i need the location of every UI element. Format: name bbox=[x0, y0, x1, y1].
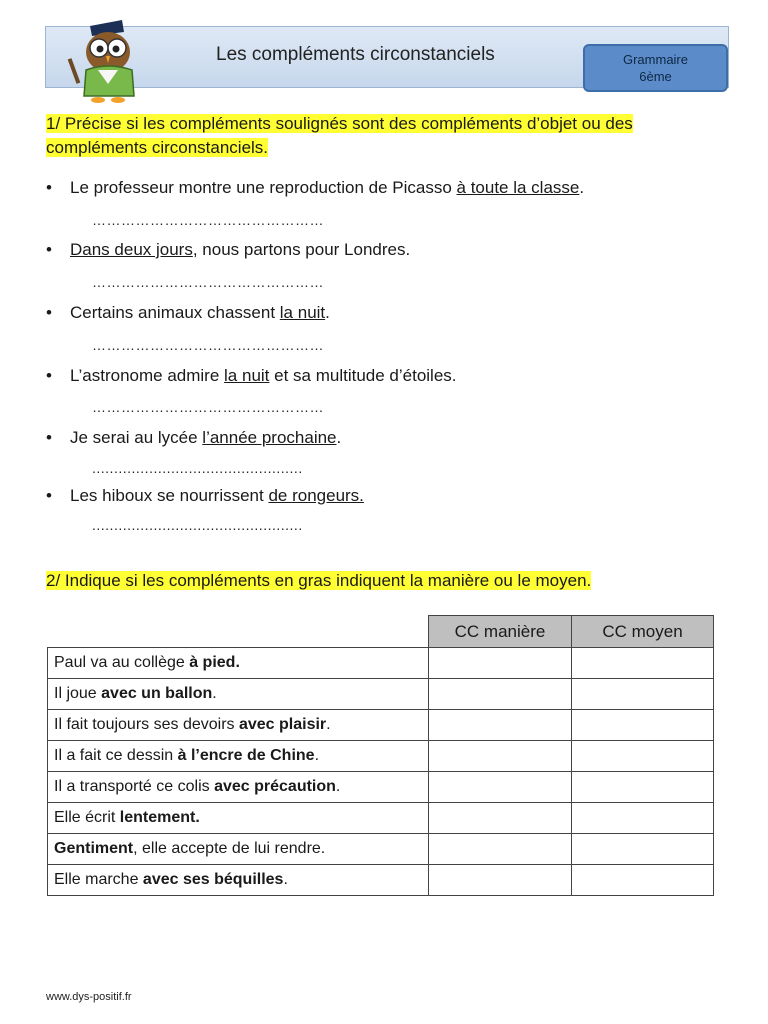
underlined-complement: l’année prochaine bbox=[202, 428, 337, 447]
level-badge bbox=[583, 44, 728, 92]
sentence-text: . bbox=[283, 871, 288, 888]
table-row bbox=[48, 834, 714, 865]
maniere-cell[interactable] bbox=[429, 710, 572, 741]
bullet-icon: • bbox=[46, 366, 52, 385]
moyen-cell[interactable] bbox=[572, 803, 714, 834]
item-text: . bbox=[336, 428, 342, 447]
bullet-icon: • bbox=[46, 303, 52, 322]
answer-line[interactable]: ................................................ bbox=[92, 517, 303, 533]
sentence-cell bbox=[48, 648, 429, 679]
sentence-text: , elle accepte de lui rendre. bbox=[133, 840, 326, 857]
bold-complement: avec un ballon bbox=[101, 685, 213, 702]
list-item bbox=[46, 239, 410, 261]
answer-table bbox=[47, 615, 714, 896]
item-text: L’astronome admire bbox=[70, 366, 225, 385]
bold-complement: avec ses béquilles bbox=[142, 871, 284, 888]
item-text: . bbox=[325, 303, 330, 322]
bold-complement: lentement. bbox=[119, 809, 200, 826]
sentence-cell bbox=[48, 865, 429, 896]
moyen-cell[interactable] bbox=[572, 834, 714, 865]
list-item bbox=[46, 302, 330, 324]
bold-complement: Gentiment bbox=[54, 840, 134, 857]
owl-teacher-illustration bbox=[62, 18, 162, 108]
sentence-text: . bbox=[314, 747, 320, 764]
table-row bbox=[48, 679, 714, 710]
badge-level: 6ème bbox=[639, 69, 672, 84]
sentence-cell bbox=[48, 710, 429, 741]
maniere-cell[interactable] bbox=[429, 834, 572, 865]
maniere-cell[interactable] bbox=[429, 803, 572, 834]
moyen-cell[interactable] bbox=[572, 772, 714, 803]
answer-line[interactable]: ………………………………………… bbox=[92, 337, 324, 353]
table-row bbox=[48, 710, 714, 741]
answer-line[interactable]: ………………………………………… bbox=[92, 399, 324, 415]
bold-complement: avec précaution bbox=[214, 778, 336, 795]
underlined-complement: la nuit bbox=[224, 366, 270, 385]
item-text: Je serai au lycée bbox=[70, 428, 203, 447]
table-corner bbox=[48, 616, 429, 648]
list-item bbox=[46, 177, 584, 199]
maniere-cell[interactable] bbox=[429, 865, 572, 896]
sentence-cell bbox=[48, 741, 429, 772]
col-header-maniere: CC manière bbox=[429, 616, 572, 648]
underlined-complement: à toute la classe bbox=[456, 178, 580, 197]
moyen-cell[interactable] bbox=[572, 648, 714, 679]
maniere-cell[interactable] bbox=[429, 741, 572, 772]
underlined-complement: de rongeurs. bbox=[268, 486, 364, 505]
sentence-text: Il a transporté ce colis bbox=[54, 778, 215, 795]
item-text: . bbox=[579, 178, 585, 197]
moyen-cell[interactable] bbox=[572, 865, 714, 896]
bold-complement: à pied. bbox=[189, 654, 240, 671]
sentence-text: . bbox=[212, 685, 217, 702]
answer-line[interactable]: ………………………………………… bbox=[92, 274, 324, 290]
sentence-cell bbox=[48, 772, 429, 803]
sentence-text: Elle marche bbox=[54, 871, 143, 888]
sentence-text: Paul va au collège bbox=[54, 654, 190, 671]
bold-complement: à l’encre de Chine bbox=[177, 747, 315, 764]
footer-url: www.dys-positif.fr bbox=[46, 991, 132, 1003]
bullet-icon: • bbox=[46, 486, 52, 505]
table-row bbox=[48, 803, 714, 834]
question-1 bbox=[46, 112, 736, 160]
question-2-text: 2/ Indique si les compléments en gras indiquent la manière ou le moyen. bbox=[46, 571, 592, 590]
list-item bbox=[46, 427, 341, 449]
moyen-cell[interactable] bbox=[572, 679, 714, 710]
item-text: Les hiboux se nourrissent bbox=[70, 486, 269, 505]
question-2 bbox=[46, 569, 591, 593]
maniere-cell[interactable] bbox=[429, 648, 572, 679]
table-row bbox=[48, 741, 714, 772]
maniere-cell[interactable] bbox=[429, 679, 572, 710]
list-item bbox=[46, 365, 457, 387]
list-item bbox=[46, 485, 364, 507]
sentence-text: Il fait toujours ses devoirs bbox=[54, 716, 239, 733]
sentence-cell bbox=[48, 679, 429, 710]
sentence-text: . bbox=[326, 716, 331, 733]
item-text: Certains animaux chassent bbox=[70, 303, 280, 322]
table-row bbox=[48, 648, 714, 679]
sentence-cell bbox=[48, 803, 429, 834]
moyen-cell[interactable] bbox=[572, 710, 714, 741]
badge-subject: Grammaire bbox=[622, 52, 688, 67]
item-text: Le professeur montre une reproduction de Picasso bbox=[70, 178, 457, 197]
sentence-text: Il joue bbox=[54, 685, 102, 702]
item-text: et sa multitude d’étoiles. bbox=[269, 366, 457, 385]
bullet-icon: • bbox=[46, 240, 52, 259]
sentence-text: Elle écrit bbox=[54, 809, 120, 826]
underlined-complement: la nuit bbox=[279, 303, 326, 322]
sentence-text: Il a fait ce dessin bbox=[54, 747, 178, 764]
table-row bbox=[48, 772, 714, 803]
bold-complement: avec plaisir bbox=[238, 716, 327, 733]
bullet-icon: • bbox=[46, 428, 52, 447]
maniere-cell[interactable] bbox=[429, 772, 572, 803]
underlined-complement: Dans deux jours bbox=[70, 240, 193, 259]
bullet-icon: • bbox=[46, 178, 52, 197]
page-title: Les compléments circonstanciels bbox=[216, 44, 495, 65]
table-header-row bbox=[48, 616, 714, 648]
table-row bbox=[48, 865, 714, 896]
answer-line[interactable]: ................................................ bbox=[92, 460, 303, 476]
answer-line[interactable]: ………………………………………… bbox=[92, 212, 324, 228]
sentence-cell bbox=[48, 834, 429, 865]
question-1-text: 1/ Précise si les compléments soulignés sont des compléments d’objet ou des compléments circonstanciels. bbox=[46, 114, 633, 157]
sentence-text: . bbox=[335, 778, 341, 795]
col-header-moyen: CC moyen bbox=[572, 616, 714, 648]
moyen-cell[interactable] bbox=[572, 741, 714, 772]
item-text: , nous partons pour Londres. bbox=[192, 240, 411, 259]
